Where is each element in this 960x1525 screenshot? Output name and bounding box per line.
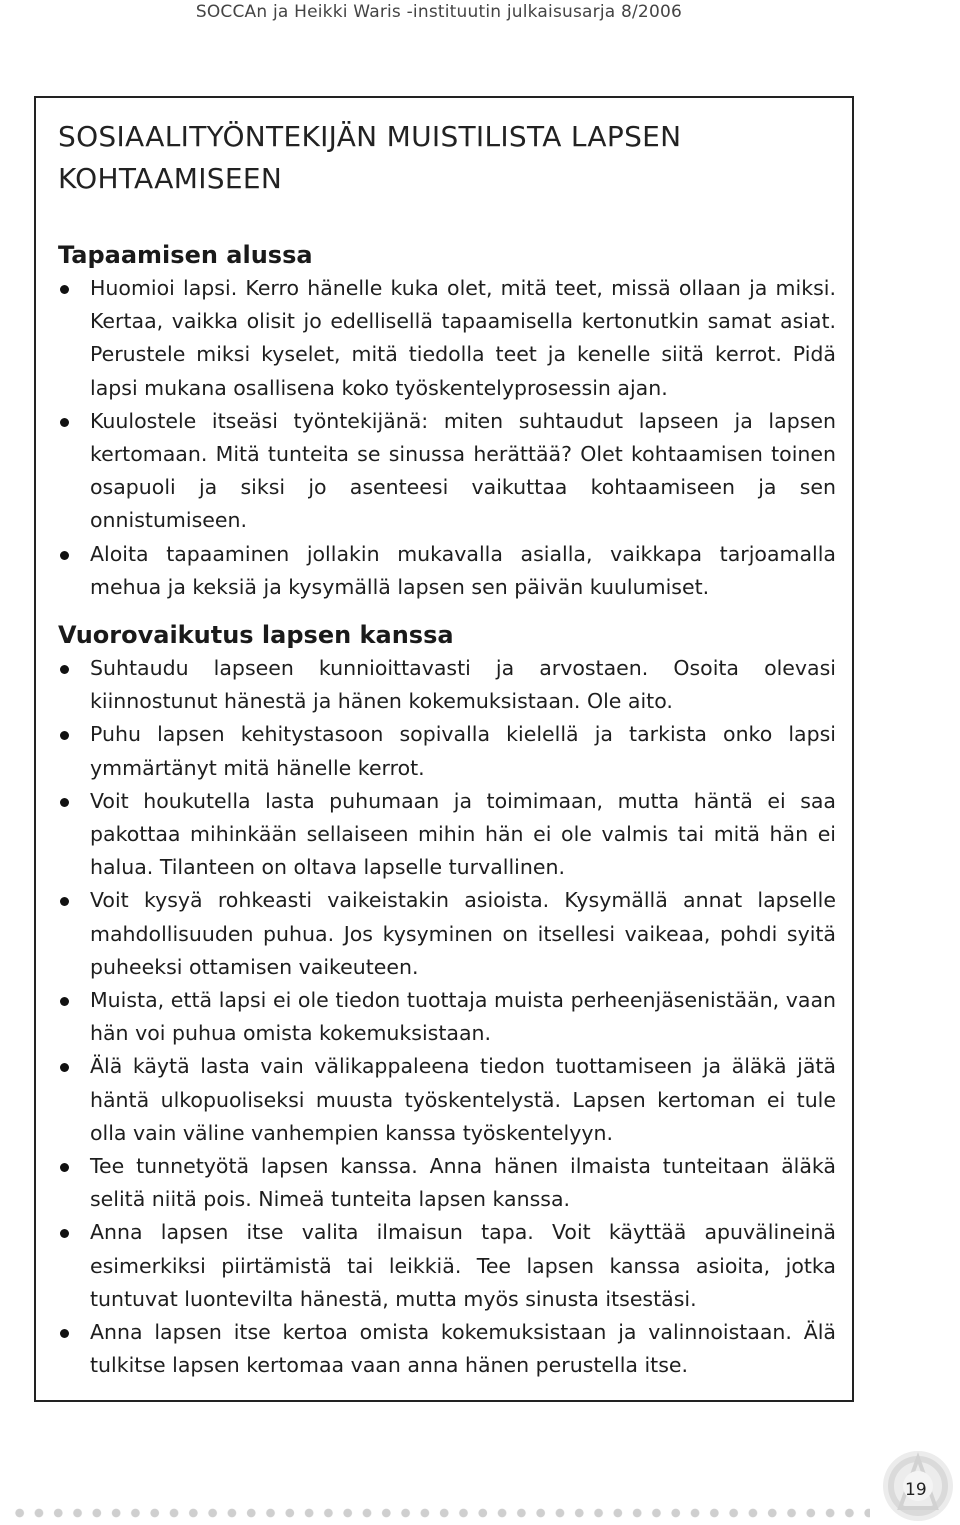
list-item-text: Tee tunnetyötä lapsen kanssa. Anna hänen ilmaista tunteitaan äläkä selitä niitä pois. Nimeä tunteita lapsen kanssa. — [90, 1154, 836, 1212]
checklist-box — [34, 96, 854, 1402]
list-item — [58, 538, 836, 604]
document-title: SOSIAALITYÖNTEKIJÄN MUISTILISTA LAPSEN KOHTAAMISEEN — [58, 120, 682, 195]
list-item-text: Huomioi lapsi. Kerro hänelle kuka olet, mitä teet, missä ollaan ja miksi. Kertaa, vaikka olisit jo edellisellä tapaamisella kertonutkin samat asiat. Perustele miksi kyselet, mitä tiedolla teet ja kenelle siitä kerrot. Pidä lapsi mukana osallisena koko työskentelyprosessin ajan. — [90, 276, 836, 400]
bullet-icon — [60, 285, 69, 294]
bullet-icon — [60, 1163, 69, 1172]
bullet-icon — [60, 1329, 69, 1338]
bullet-list — [58, 652, 838, 1382]
list-item — [58, 1150, 836, 1216]
list-item-text: Voit houkutella lasta puhumaan ja toimimaan, mutta häntä ei saa pakottaa mihinkään sellaiseen mihin hän ei ole valmis tai mitä hän ei halua. Tilanteen on oltava lapselle turvallinen. — [90, 788, 836, 880]
bullet-icon — [60, 665, 69, 674]
list-item — [58, 1316, 836, 1382]
list-item — [58, 884, 836, 984]
list-item — [58, 1050, 836, 1150]
bullet-icon — [60, 1229, 69, 1238]
list-item — [58, 1216, 836, 1316]
running-header: SOCCAn ja Heikki Waris -instituutin julkaisusarja 8/2006 — [195, 2, 682, 22]
bullet-list — [58, 272, 838, 604]
bullet-icon — [60, 551, 69, 560]
page-number: 19 — [905, 1480, 927, 1500]
list-item-text: Voit kysyä rohkeasti vaikeistakin asioista. Kysymällä annat lapselle mahdollisuuden puhua. Jos kysyminen on itsellesi vaikeaa, pohdi syitä puheeksi ottamisen vaikeuteen. — [90, 888, 836, 979]
section-heading: Tapaamisen alussa — [58, 241, 313, 269]
list-item-text: Älä käytä lasta vain välikappaleena tiedon tuottamiseen ja äläkä jätä häntä ulkopuoliseksi muusta työskentelystä. Lapsen kertoman ei tule olla vain väline vanhempien kanssa työskentelyyn. — [90, 1054, 836, 1145]
bullet-icon — [60, 997, 69, 1006]
section-meeting-start — [58, 238, 838, 604]
list-item-text: Anna lapsen itse valita ilmaisun tapa. Voit käyttää apuvälineinä esimerkiksi piirtämistä tai leikkiä. Tee lapsen kanssa asioita, jotka tuntuvat luontevilta hänestä, mutta myös sinusta itsestäsi. — [90, 1220, 836, 1311]
section-heading: Vuorovaikutus lapsen kanssa — [58, 621, 454, 649]
list-item — [58, 405, 836, 538]
list-item-text: Aloita tapaaminen jollakin mukavalla asialla, vaikkapa tarjoamalla mehua ja keksiä ja kysymällä lapsen sen päivän kuulumiset. — [90, 541, 836, 599]
bullet-icon — [60, 731, 69, 740]
bullet-icon — [60, 798, 69, 807]
bullet-icon — [60, 1063, 69, 1072]
list-item — [58, 652, 836, 718]
bullet-icon — [60, 418, 69, 427]
list-item — [58, 718, 836, 784]
section-interaction — [58, 618, 838, 1382]
bullet-icon — [60, 897, 69, 906]
decorative-dot-row — [10, 1508, 870, 1518]
list-item-text: Muista, että lapsi ei ole tiedon tuottaja muista perheenjäsenistään, vaan hän voi puhua omista kokemuksistaan. — [90, 988, 836, 1046]
list-item — [58, 984, 836, 1050]
list-item — [58, 785, 836, 885]
list-item-text: Suhtaudu lapseen kunnioittavasti ja arvostaen. Osoita olevasi kiinnostunut hänestä ja hänen kokemuksistaan. Ole aito. — [90, 656, 836, 714]
list-item-text: Kuulostele itseäsi työntekijänä: miten suhtaudut lapseen ja lapsen kertomaan. Mitä tunteita se sinussa herättää? Olet kohtaamisen toinen osapuoli ja siksi jo asenteesi vaikuttaa kohtaamiseen ja sen onnistumiseen. — [90, 408, 836, 533]
list-item — [58, 272, 836, 405]
list-item-text: Puhu lapsen kehitystasoon sopivalla kielellä ja tarkista onko lapsi ymmärtänyt mitä hänelle kerrot. — [90, 722, 836, 780]
list-item-text: Anna lapsen itse kertoa omista kokemuksistaan ja valinnoistaan. Älä tulkitse lapsen kertomaa vaan anna hänen perustella itse. — [90, 1320, 836, 1378]
